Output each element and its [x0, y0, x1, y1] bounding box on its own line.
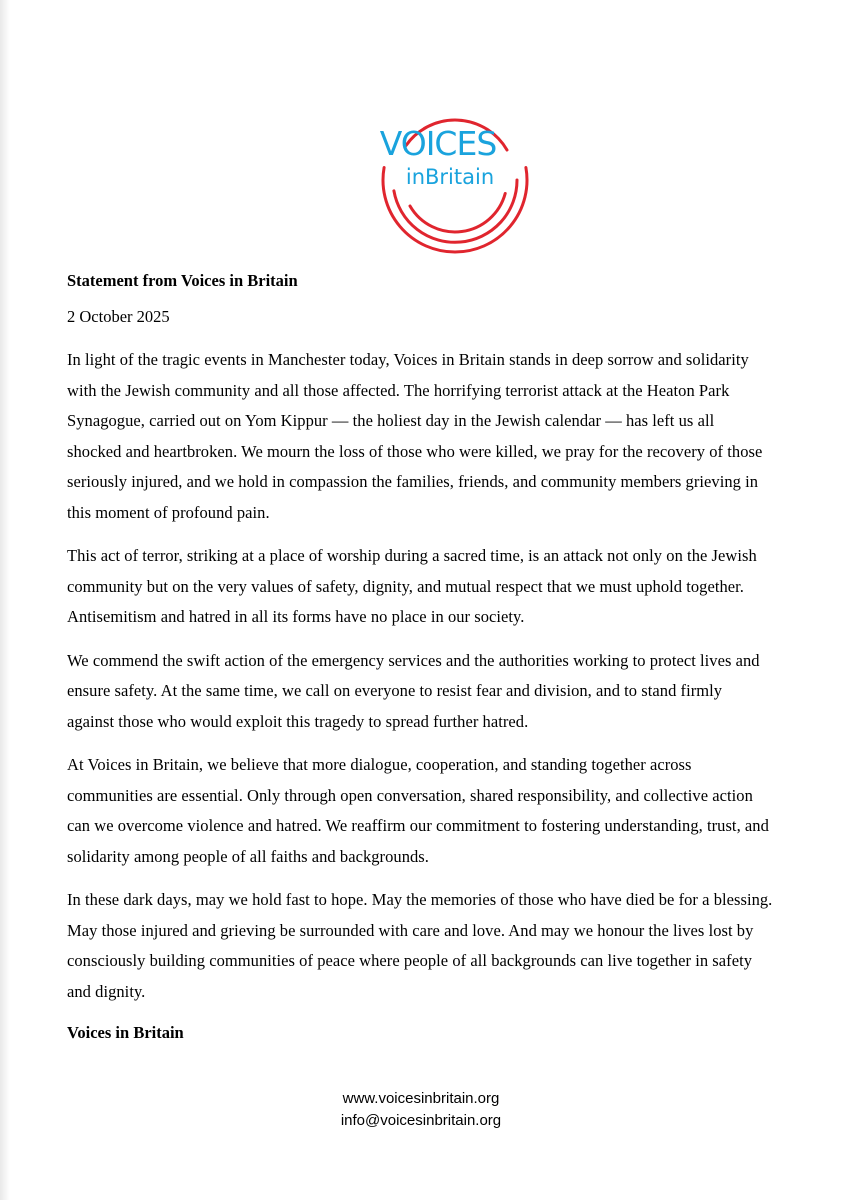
paragraph-line: Synagogue, carried out on Yom Kippur — the holiest day in the Jewish calendar — has left us all	[67, 411, 715, 430]
paragraph-line: At Voices in Britain, we believe that more dialogue, cooperation, and standing together across	[67, 755, 692, 774]
contact-footer	[300, 1088, 542, 1132]
paragraph-line: We commend the swift action of the emergency services and the authorities working to protect lives and	[67, 650, 760, 670]
paragraph-line: ensure safety. At the same time, we call on everyone to resist fear and division, and to stand firmly	[67, 681, 723, 700]
email-link[interactable]: info@voicesinbritain.org	[340, 1112, 502, 1129]
paragraph-line: can we overcome violence and hatred. We reaffirm our commitment to fostering understanding, trust, and	[67, 816, 769, 835]
paragraph-2	[67, 541, 807, 633]
paragraph-line: community but on the very values of safety, dignity, and mutual respect that we must uphold together.	[67, 576, 744, 596]
paragraph-line: with the Jewish community and all those affected. The horrifying terrorist attack at the Heaton Park	[67, 380, 730, 400]
paragraph-line: Antisemitism and hatred in all its forms have no place in our society.	[67, 607, 525, 626]
page-edge-shadow	[0, 0, 10, 1200]
logo-graphic	[360, 100, 540, 260]
paragraph-line: and dignity.	[67, 981, 146, 1001]
statement-body	[67, 268, 807, 1046]
paragraph-5	[67, 885, 807, 1007]
paragraph-line: shocked and heartbroken. We mourn the loss of those who were killed, we pray for the recovery of those	[67, 441, 763, 461]
paragraph-line: consciously building communities of peace where people of all backgrounds can live together in safety	[67, 951, 753, 970]
paragraph-line: communities are essential. Only through open conversation, shared responsibility, and collective action	[67, 785, 753, 805]
logo-word-inbritain: inBritain	[405, 165, 495, 189]
logo-word-voices: VOICES	[379, 124, 497, 163]
website-link[interactable]: www.voicesinbritain.org	[342, 1090, 500, 1107]
statement-date: 2 October 2025	[67, 307, 170, 326]
statement-heading: Statement from Voices in Britain	[67, 271, 298, 290]
paragraph-line: In these dark days, may we hold fast to hope. May the memories of those who have died be for a blessing.	[67, 890, 773, 909]
paragraph-1	[67, 345, 807, 528]
paragraph-line: This act of terror, striking at a place of worship during a sacred time, is an attack not only on the Jewish	[67, 546, 757, 565]
paragraph-line: solidarity among people of all faiths and backgrounds.	[67, 846, 429, 866]
paragraph-3	[67, 646, 807, 738]
statement-signature: Voices in Britain	[67, 1023, 184, 1042]
paragraph-line: seriously injured, and we hold in compassion the families, friends, and community members grieving in	[67, 472, 759, 491]
paragraph-4	[67, 750, 807, 872]
paragraph-line: May those injured and grieving be surrounded with care and love. And may we honour the lives lost by	[67, 920, 754, 940]
voices-in-britain-logo	[360, 100, 540, 260]
statement-paragraphs	[67, 345, 807, 1007]
paragraph-line: this moment of profound pain.	[67, 502, 270, 522]
paragraph-line: against those who would exploit this tragedy to spread further hatred.	[67, 711, 529, 731]
paragraph-line: In light of the tragic events in Manchester today, Voices in Britain stands in deep sorrow and solidarity	[67, 350, 749, 369]
logo-inner-arc	[410, 194, 505, 232]
